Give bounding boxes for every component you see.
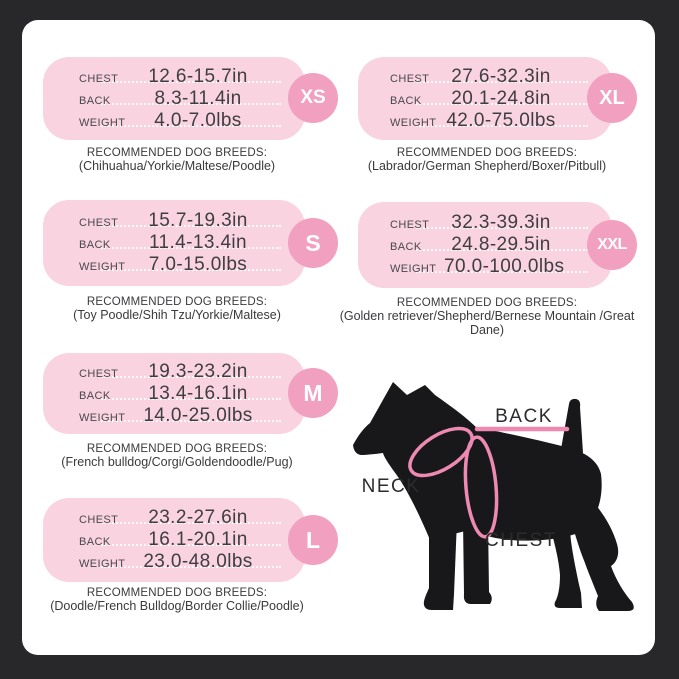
recommended-heading: RECOMMENDED DOG BREEDS: bbox=[396, 297, 578, 309]
weight-row bbox=[358, 256, 612, 278]
size-card-xl bbox=[358, 57, 612, 140]
size-card-m bbox=[43, 353, 305, 434]
chest-label: CHEST bbox=[79, 72, 119, 85]
recommended-heading: RECOMMENDED DOG BREEDS: bbox=[396, 147, 578, 159]
breeds-block-l bbox=[22, 586, 332, 614]
weight-value: 7.0-15.0lbs bbox=[148, 254, 248, 275]
weight-row bbox=[43, 551, 305, 573]
chest-value: 32.3-39.3in bbox=[451, 212, 551, 233]
back-label: BACK bbox=[79, 239, 111, 251]
dog-measurement-diagram bbox=[350, 372, 634, 648]
dog-diagram-svg bbox=[350, 372, 634, 648]
breeds-list: (Doodle/French Bulldog/Border Collie/Poodle) bbox=[50, 599, 304, 613]
size-card-l bbox=[43, 498, 305, 582]
chest-value: 19.3-23.2in bbox=[148, 360, 248, 382]
breeds-block-xs bbox=[22, 146, 332, 174]
breeds-list: (Chihuahua/Yorkie/Maltese/Poodle) bbox=[78, 159, 276, 173]
back-value: 20.1-24.8in bbox=[451, 87, 551, 109]
chest-label: CHEST bbox=[390, 219, 430, 231]
neck-diagram-label: NECK bbox=[361, 476, 421, 497]
weight-label: WEIGHT bbox=[79, 558, 126, 570]
weight-value: 23.0-48.0lbs bbox=[143, 551, 253, 572]
weight-row bbox=[43, 405, 305, 427]
chest-row bbox=[43, 507, 305, 529]
recommended-heading: RECOMMENDED DOG BREEDS: bbox=[86, 147, 268, 159]
back-row bbox=[43, 232, 305, 254]
chest-row bbox=[358, 66, 612, 88]
chest-label: CHEST bbox=[79, 514, 119, 526]
chest-label: CHEST bbox=[390, 72, 430, 85]
weight-label: WEIGHT bbox=[79, 411, 126, 424]
breeds-list: (Labrador/German Shepherd/Boxer/Pitbull) bbox=[367, 159, 607, 173]
size-badge-xxl: XXL bbox=[587, 220, 637, 270]
back-label: BACK bbox=[79, 536, 111, 548]
back-row bbox=[358, 88, 612, 110]
breeds-block-xl bbox=[325, 146, 649, 174]
back-value: 11.4-13.4in bbox=[148, 232, 248, 253]
back-row bbox=[358, 234, 612, 256]
chest-value: 12.6-15.7in bbox=[148, 65, 248, 87]
size-badge-xl: XL bbox=[587, 73, 637, 123]
back-label: BACK bbox=[390, 94, 422, 107]
dog-tail bbox=[561, 399, 583, 453]
chest-label: CHEST bbox=[79, 367, 119, 380]
breeds-list: (Golden retriever/Shepherd/Bernese Mountain /Great Dane) bbox=[339, 309, 635, 337]
back-value: 16.1-20.1in bbox=[148, 529, 248, 550]
size-card-xs bbox=[43, 57, 305, 140]
weight-value: 4.0-7.0lbs bbox=[154, 109, 242, 131]
recommended-heading: RECOMMENDED DOG BREEDS: bbox=[86, 587, 268, 599]
weight-label: WEIGHT bbox=[390, 263, 437, 275]
weight-label: WEIGHT bbox=[79, 261, 126, 273]
size-card-s bbox=[43, 200, 305, 286]
back-value: 24.8-29.5in bbox=[451, 234, 551, 255]
chest-label: CHEST bbox=[79, 217, 119, 229]
size-badge-s: S bbox=[288, 218, 338, 268]
back-row bbox=[43, 383, 305, 405]
chest-value: 23.2-27.6in bbox=[148, 507, 248, 528]
back-label: BACK bbox=[390, 241, 422, 253]
back-row bbox=[43, 529, 305, 551]
weight-label: WEIGHT bbox=[79, 116, 126, 129]
breeds-block-s bbox=[22, 295, 332, 323]
breeds-list: (French bulldog/Corgi/Goldendoodle/Pug) bbox=[61, 455, 293, 469]
chest-row bbox=[43, 66, 305, 88]
size-badge-m: M bbox=[288, 368, 338, 418]
chest-row bbox=[43, 210, 305, 232]
size-badge-xs: XS bbox=[288, 73, 338, 123]
weight-row bbox=[43, 110, 305, 132]
chest-row bbox=[358, 212, 612, 234]
back-row bbox=[43, 88, 305, 110]
size-card-xxl bbox=[358, 202, 612, 288]
weight-label: WEIGHT bbox=[390, 116, 437, 129]
size-badge-l: L bbox=[288, 515, 338, 565]
chest-row bbox=[43, 361, 305, 383]
breeds-list: (Toy Poodle/Shih Tzu/Yorkie/Maltese) bbox=[73, 308, 281, 322]
back-diagram-label: BACK bbox=[495, 406, 553, 427]
recommended-heading: RECOMMENDED DOG BREEDS: bbox=[86, 443, 268, 455]
back-value: 8.3-11.4in bbox=[154, 87, 242, 109]
chest-diagram-label: CHEST bbox=[485, 530, 557, 551]
chest-value: 27.6-32.3in bbox=[451, 65, 551, 87]
weight-value: 70.0-100.0lbs bbox=[444, 256, 565, 277]
chest-value: 15.7-19.3in bbox=[148, 210, 248, 231]
recommended-heading: RECOMMENDED DOG BREEDS: bbox=[86, 296, 268, 308]
breeds-block-m bbox=[22, 442, 332, 470]
weight-value: 42.0-75.0lbs bbox=[446, 109, 556, 131]
weight-row bbox=[43, 254, 305, 276]
back-label: BACK bbox=[79, 94, 111, 107]
weight-value: 14.0-25.0lbs bbox=[143, 404, 253, 426]
breeds-block-xxl bbox=[325, 296, 649, 337]
back-value: 13.4-16.1in bbox=[148, 382, 248, 404]
back-label: BACK bbox=[79, 389, 111, 402]
content-panel bbox=[22, 20, 655, 655]
weight-row bbox=[358, 110, 612, 132]
